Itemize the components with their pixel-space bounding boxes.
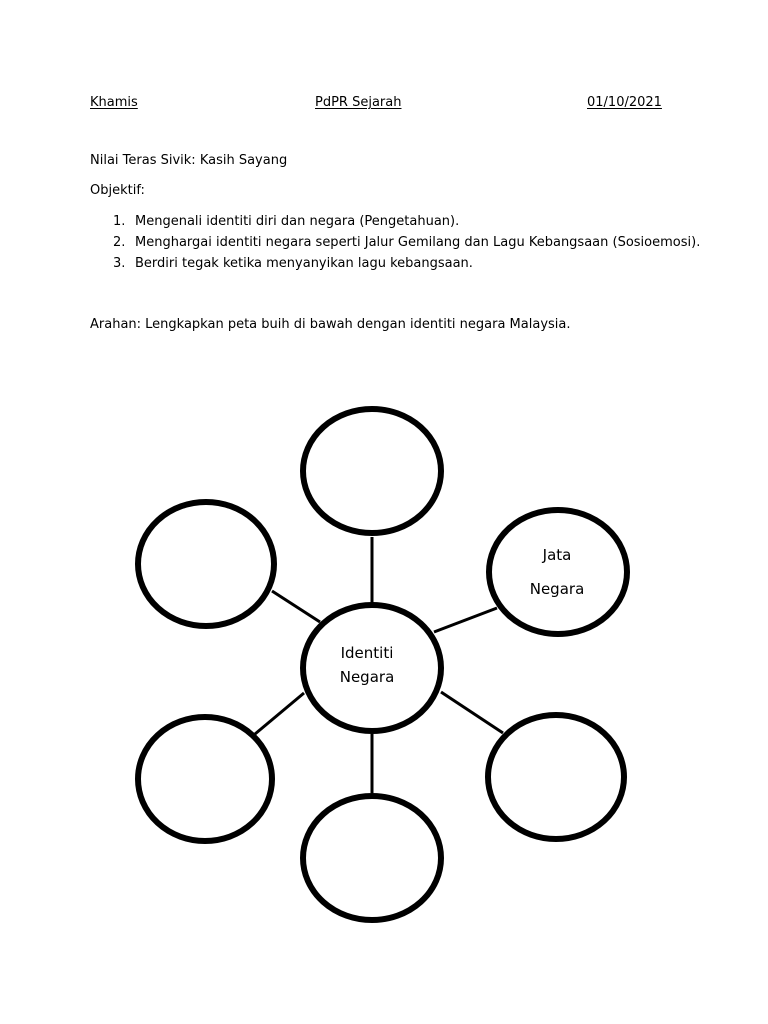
center-label-line2: Negara	[339, 668, 395, 686]
bubble-top[interactable]	[303, 409, 441, 533]
header-day: Khamis	[90, 95, 138, 110]
instruction-text: Arahan: Lengkapkan peta buih di bawah dengan identiti negara Malaysia.	[90, 317, 571, 332]
jata-label-line1: Jata	[542, 546, 572, 564]
objective-number: 3.	[113, 256, 126, 271]
connector-top-left	[272, 591, 320, 622]
connector-bottom-right	[441, 692, 503, 733]
objective-text: Mengenali identiti diri dan negara (Pengetahuan).	[135, 214, 460, 229]
objective-heading: Objektif:	[90, 183, 145, 198]
connector-top-right	[434, 608, 497, 632]
center-label-line1: Identiti	[340, 644, 394, 662]
objective-text: Berdiri tegak ketika menyanyikan lagu kebangsaan.	[135, 256, 473, 271]
objective-number: 1.	[113, 214, 126, 229]
bubble-top-left[interactable]	[138, 502, 274, 626]
bubble-bottom[interactable]	[303, 796, 441, 920]
bubble-jata-negara[interactable]	[489, 510, 627, 634]
objective-number: 2.	[113, 235, 126, 250]
header-subject: PdPR Sejarah	[315, 95, 402, 110]
header-date: 01/10/2021	[587, 95, 662, 110]
civic-value-line: Nilai Teras Sivik: Kasih Sayang	[90, 153, 288, 168]
bubble-bottom-left[interactable]	[138, 717, 272, 841]
jata-label-line2: Negara	[529, 580, 585, 598]
bubble-bottom-right[interactable]	[488, 715, 624, 839]
objective-text: Menghargai identiti negara seperti Jalur Gemilang dan Lagu Kebangsaan (Sosioemosi).	[135, 235, 701, 250]
connector-bottom-left	[255, 693, 304, 734]
